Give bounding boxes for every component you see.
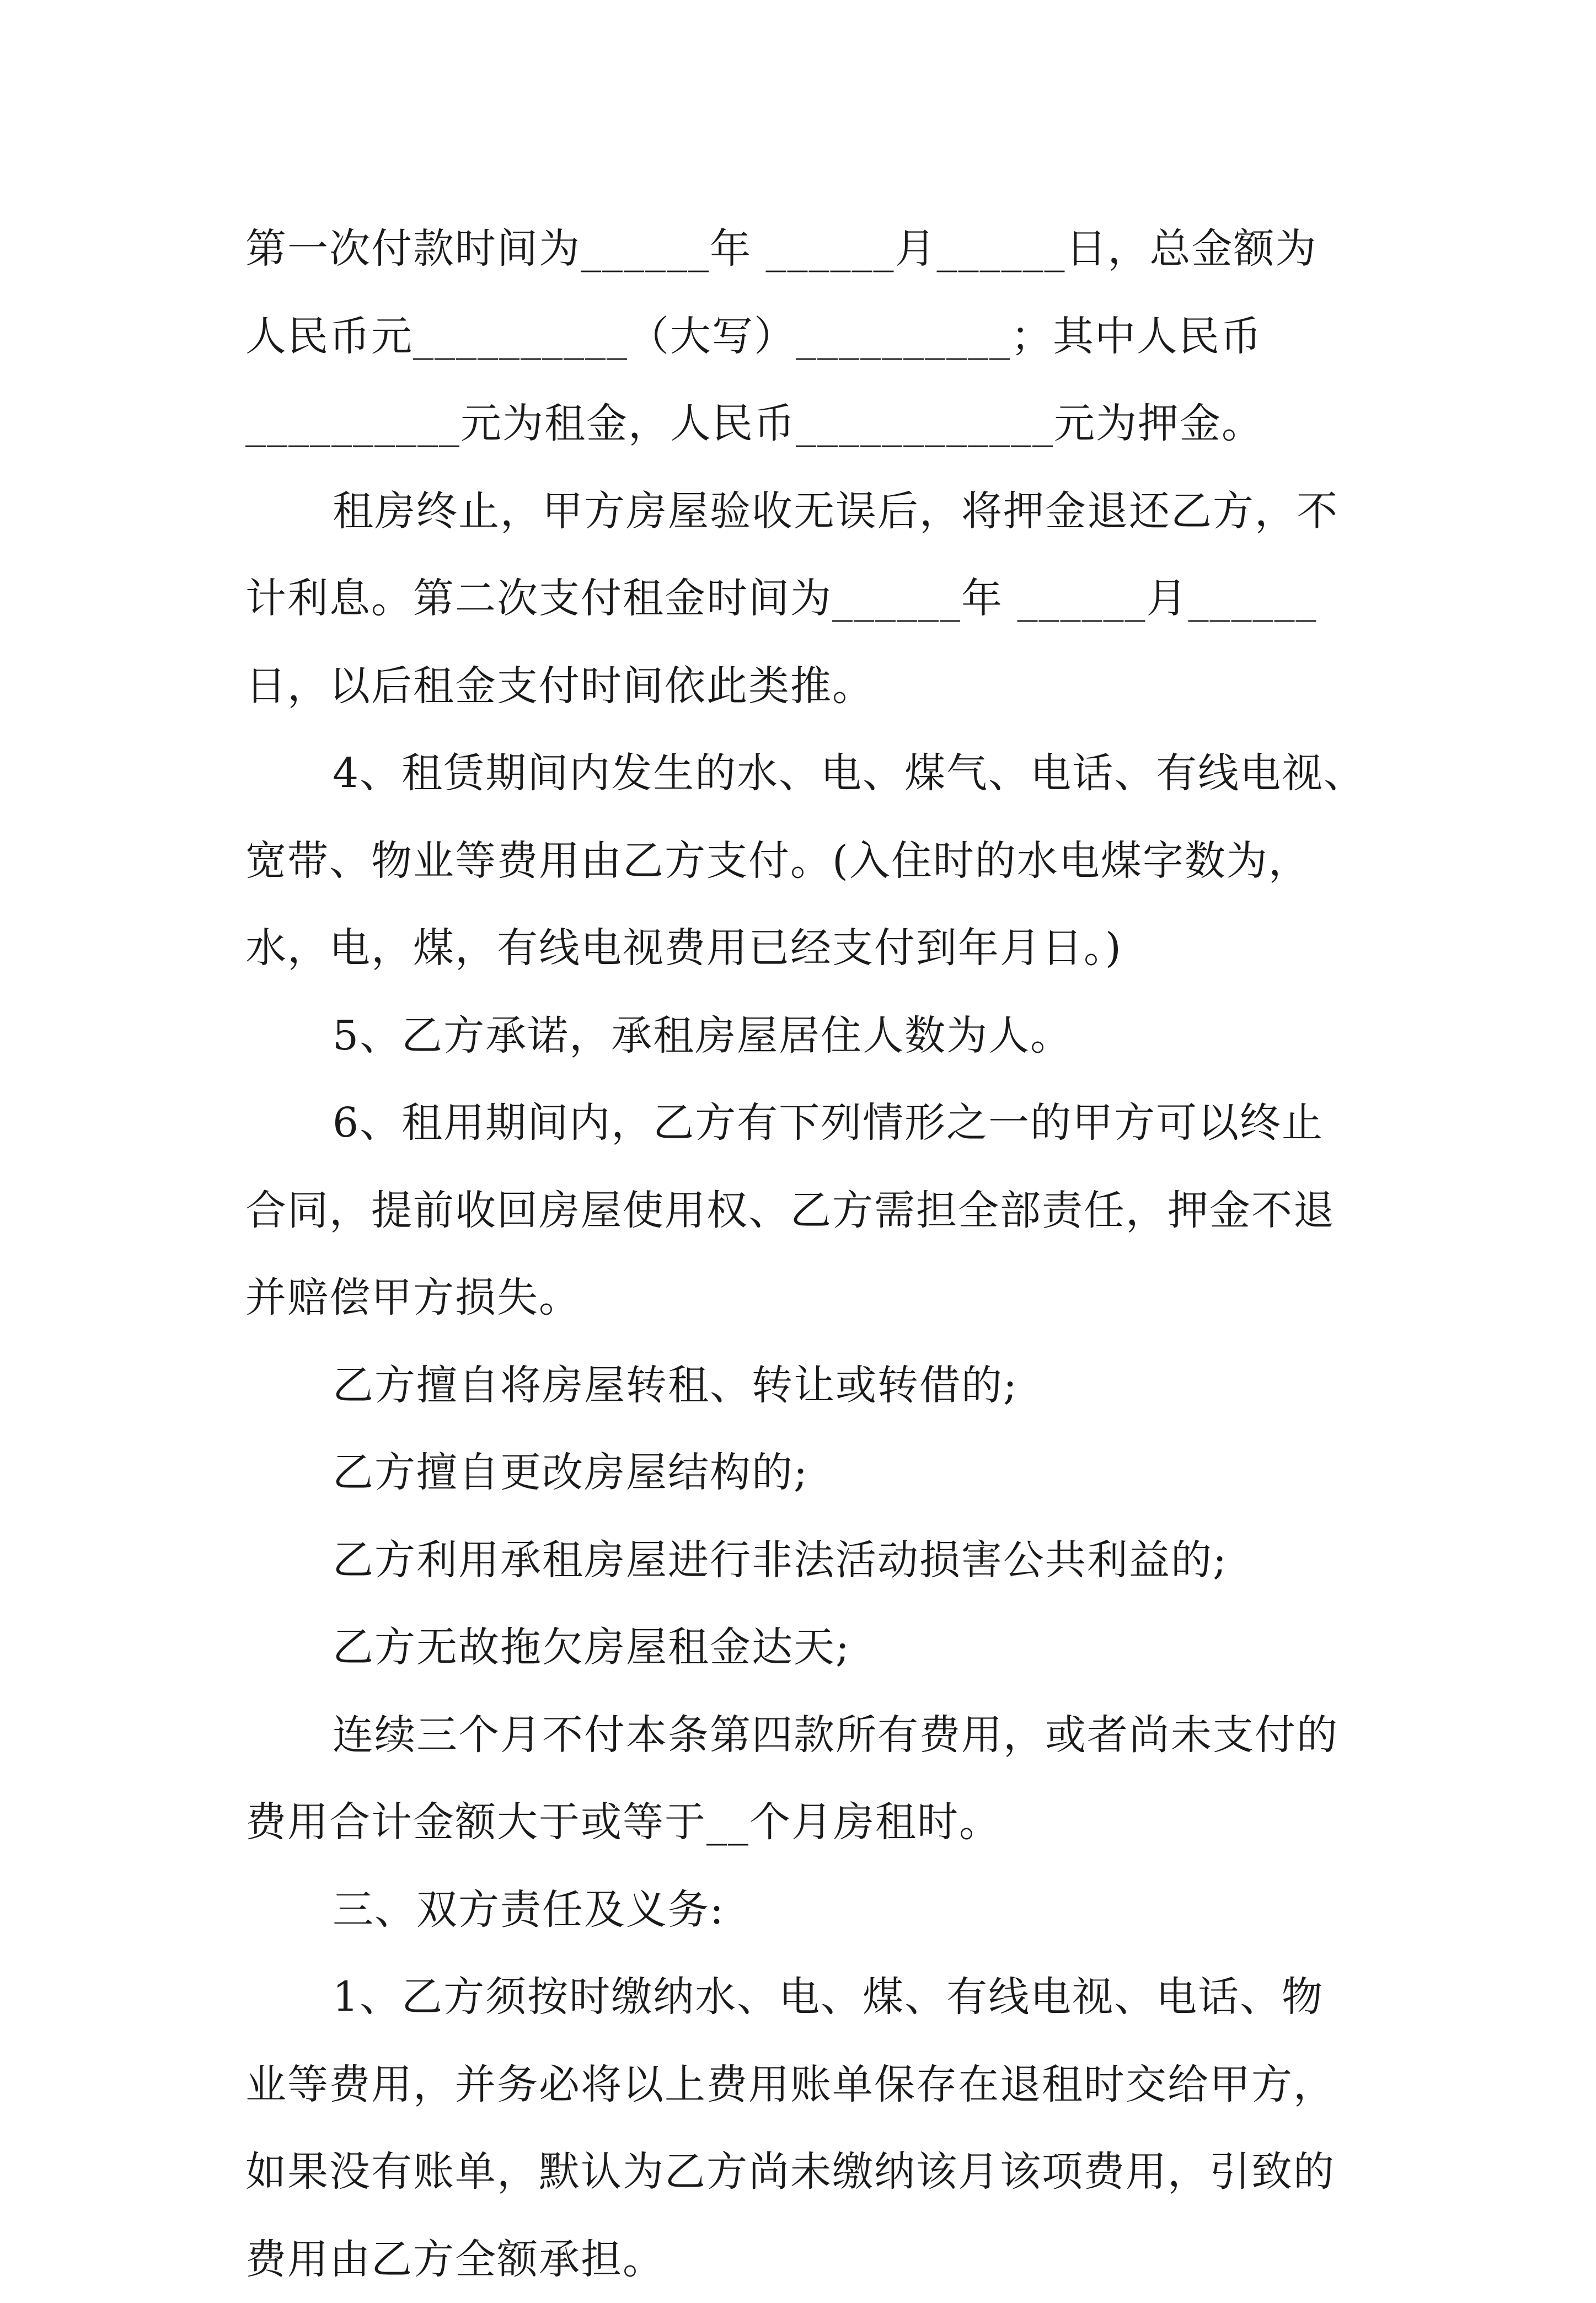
paragraph-clause-6 xyxy=(245,1079,1376,1342)
text-line: 三、双方责任及义务: xyxy=(245,1866,1376,1954)
section-heading-responsibilities xyxy=(245,1866,1376,1954)
text-line: 业等费用，并务必将以上费用账单保存在退租时交给甲方， xyxy=(245,2041,1376,2129)
paragraph-clause-5 xyxy=(245,992,1376,1080)
paragraph-case-structure xyxy=(245,1429,1376,1517)
paragraph-case-unpaid-fees xyxy=(245,1691,1376,1866)
text-line: 费用合计金额大于或等于__个月房租时。 xyxy=(245,1779,1376,1866)
text-line: 5、乙方承诺，承租房屋居住人数为人。 xyxy=(245,992,1376,1080)
document-body xyxy=(245,205,1376,2303)
text-line: 水，电，煤，有线电视费用已经支付到年月日。) xyxy=(245,904,1376,992)
paragraph-clause-4 xyxy=(245,730,1376,992)
text-line: __________元为租金，人民币____________元为押金。 xyxy=(245,380,1376,468)
paragraph-case-illegal xyxy=(245,1517,1376,1604)
text-line: 宽带、物业等费用由乙方支付。(入住时的水电煤字数为， xyxy=(245,817,1376,905)
text-line: 费用由乙方全额承担。 xyxy=(245,2216,1376,2303)
text-line: 连续三个月不付本条第四款所有费用，或者尚未支付的 xyxy=(245,1691,1376,1779)
text-line: 乙方无故拖欠房屋租金达天; xyxy=(245,1604,1376,1691)
text-line: 如果没有账单，默认为乙方尚未缴纳该月该项费用，引致的 xyxy=(245,2128,1376,2216)
text-line: 乙方利用承租房屋进行非法活动损害公共利益的; xyxy=(245,1517,1376,1604)
text-line: 租房终止，甲方房屋验收无误后，将押金退还乙方，不 xyxy=(245,468,1376,555)
text-line: 乙方擅自将房屋转租、转让或转借的; xyxy=(245,1342,1376,1429)
paragraph-duty-1 xyxy=(245,1953,1376,2303)
paragraph-first-payment xyxy=(245,205,1376,468)
paragraph-case-sublet xyxy=(245,1342,1376,1429)
text-line: 人民币元__________（大写）__________；其中人民币 xyxy=(245,293,1376,381)
text-line: 1、乙方须按时缴纳水、电、煤、有线电视、电话、物 xyxy=(245,1953,1376,2041)
paragraph-deposit-return xyxy=(245,468,1376,730)
text-line: 并赔偿甲方损失。 xyxy=(245,1254,1376,1342)
text-line: 乙方擅自更改房屋结构的; xyxy=(245,1429,1376,1517)
text-line: 4、租赁期间内发生的水、电、煤气、电话、有线电视、 xyxy=(245,730,1376,817)
text-line: 第一次付款时间为______年 ______月______日，总金额为 xyxy=(245,205,1376,293)
text-line: 日，以后租金支付时间依此类推。 xyxy=(245,642,1376,730)
text-line: 6、租用期间内，乙方有下列情形之一的甲方可以终止 xyxy=(245,1079,1376,1167)
text-line: 计利息。第二次支付租金时间为______年 ______月______ xyxy=(245,555,1376,642)
text-line: 合同，提前收回房屋使用权、乙方需担全部责任，押金不退 xyxy=(245,1167,1376,1255)
paragraph-case-arrears xyxy=(245,1604,1376,1691)
